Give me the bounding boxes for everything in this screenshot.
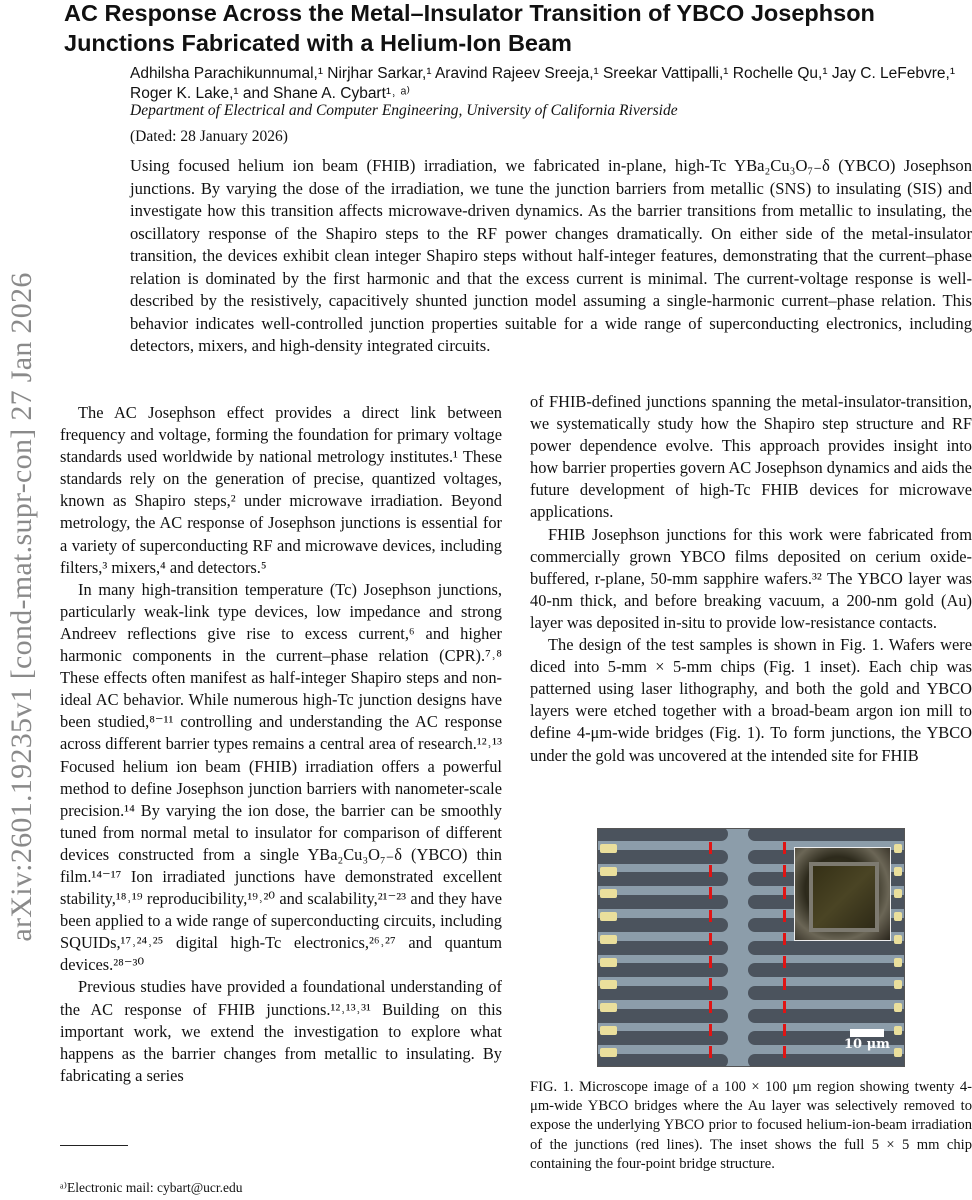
junction-line — [709, 1001, 712, 1013]
gold-pad — [600, 935, 617, 944]
gold-pad — [600, 889, 617, 898]
junction-line — [783, 978, 786, 990]
gold-pad — [894, 889, 902, 898]
junction-line — [783, 933, 786, 945]
gold-pad — [600, 912, 617, 921]
right-column — [530, 391, 972, 767]
paragraph: FHIB Josephson junctions for this work were fabricated from commercially grown YBCO films deposited on cerium oxide-buffered, r-plane, 50-mm sapphire wafers.³² The YBCO layer was 40-nm thick, and before breaking vacuum, a 200-nm gold (Au) layer was deposited in-situ to provide low-resistance contacts. — [530, 524, 972, 632]
electrode-bar — [748, 986, 905, 1000]
junction-line — [783, 910, 786, 922]
scale-bar — [850, 1029, 884, 1037]
electrode-bar — [748, 1054, 905, 1067]
affiliation: Department of Electrical and Computer Engineering, University of California Riverside — [130, 102, 678, 119]
junction-line — [709, 933, 712, 945]
gold-pad — [894, 1048, 902, 1057]
junction-line — [709, 842, 712, 854]
electrode-bar — [748, 828, 905, 841]
paper-title: AC Response Across the Metal–Insulator Transition of YBCO Josephson Junctions Fabricated with a Helium-Ion Beam — [64, 0, 875, 56]
junction-line — [783, 865, 786, 877]
gold-pad — [894, 1003, 902, 1012]
left-column — [60, 402, 502, 1087]
abstract: Using focused helium ion beam (FHIB) irradiation, we fabricated in-plane, high-Tc YBa₂Cu₃O₇₋δ (YBCO) Josephson junctions. By varying the dose of the irradiation, we tune the junction barriers from metallic (SNS) to insulating (SIS) and investigate how this transition affects microwave-driven dynamics. As the barrier transitions from metallic to insulating, the oscillatory response of the Shapiro steps to the RF power changes dramatically. On either side of the metal-insulator transition, the devices exhibit clean integer Shapiro steps without half-integer features, demonstrating that the current–phase relation is dominated by the first harmonic and that the excess current is minimal. The current-voltage response is well-described by the resistively, capacitively shunted junction model assuming a single-harmonic current–phase relation. This behavior indicates well-controlled junction properties suitable for a wide range of superconducting electronics, including detectors, mixers, and high-density integrated circuits. — [130, 156, 972, 355]
junction-line — [709, 887, 712, 899]
electrode-bar — [598, 828, 728, 841]
junction-line — [709, 1024, 712, 1036]
gold-pad — [600, 844, 617, 853]
paragraph: The AC Josephson effect provides a direct link between frequency and voltage, forming the foundation for primary voltage standards used worldwide by national metrology institutes.¹ These standards rely on the generation of precise, quantized voltages, known as Shapiro steps,² under microwave irradiation. Beyond metrology, the AC response of Josephson junctions is essential for a variety of superconducting RF and microwave devices, including filters,³ mixers,⁴ and detectors.⁵ — [60, 403, 502, 577]
junction-line — [709, 865, 712, 877]
junction-line — [783, 956, 786, 968]
electrode-bar — [748, 963, 905, 977]
junction-line — [783, 887, 786, 899]
chip-inset-image — [794, 847, 891, 941]
arxiv-stamp: arXiv:2601.19235v1 [cond-mat.supr-con] 27 Jan 2026 — [5, 272, 38, 942]
paragraph: of FHIB-defined junctions spanning the metal-insulator-transition, we systematically study how the Shapiro step structure and RF power dependence evolve. This approach provides insight into how barrier properties govern AC Josephson dynamics and aids the future development of high-Tc FHIB devices for microwave applications. — [530, 392, 972, 522]
gold-pad — [600, 1026, 617, 1035]
scale-bar-label: 10 μm — [844, 1037, 890, 1052]
paragraph: The design of the test samples is shown in Fig. 1. Wafers were diced into 5-mm × 5-mm chips (Fig. 1 inset). Each chip was patterned using laser lithography, and both the gold and YBCO layers were etched together with a broad-beam argon ion mill to define 4-μm-wide bridges (Fig. 1). To form junctions, the YBCO under the gold was uncovered at the intended site for FHIB — [530, 635, 972, 765]
paragraph: In many high-transition temperature (Tc) Josephson junctions, particularly weak-link type devices, low impedance and strong Andreev reflections give rise to excess current,⁶ and higher harmonic components in the current–phase relation (CPR).⁷˒⁸ These effects often manifest as half-integer Shapiro steps and non-ideal AC behavior. While numerous high-Tc junction designs have been studied,⁸⁻¹¹ controlling and understanding the AC response across different barrier types remains a central area of research.¹²˒¹³ Focused helium ion beam (FHIB) irradiation offers a powerful method to define Josephson junction barriers with nanometer-scale precision.¹⁴ By varying the ion dose, the barrier can be smoothly tuned from normal metal to insulator for comparison of different devices constructed from a single YBa₂Cu₃O₇₋δ (YBCO) thin film.¹⁴⁻¹⁷ Ion irradiated junctions have demonstrated excellent stability,¹⁸˒¹⁹ reproducibility,¹⁹˒²⁰ and scalability,²¹⁻²³ and they have been applied to a wide range of superconducting circuits, including SQUIDs,¹⁷˒²⁴˒²⁵ digital high-Tc electronics,²⁶˒²⁷ and quantum devices.²⁸⁻³⁰ — [60, 579, 502, 975]
electrode-bar — [748, 941, 905, 955]
gold-pad — [894, 980, 902, 989]
authors: Adhilsha Parachikunnumal,¹ Nirjhar Sarkar,¹ Aravind Rajeev Sreeja,¹ Sreekar Vattipalli,¹ Rochelle Qu,¹ Jay C. LeFebvre,¹ Roger K. Lake,¹ and Shane A. Cybart¹˒ ᵃ⁾ — [130, 65, 956, 102]
footnote-rule — [60, 1145, 128, 1146]
junction-line — [709, 956, 712, 968]
gold-pad — [600, 1048, 617, 1057]
junction-line — [783, 1001, 786, 1013]
paragraph: Previous studies have provided a foundational understanding of the AC response of FHIB junctions.¹²˒¹³˒³¹ Building on this important work, we extend the investigation to explore what happens as the barrier changes from metallic to insulating. By fabricating a series — [60, 977, 502, 1085]
junction-line — [783, 1024, 786, 1036]
gold-pad — [894, 844, 902, 853]
gold-pad — [894, 867, 902, 876]
junction-line — [783, 842, 786, 854]
gold-pad — [894, 935, 902, 944]
gold-pad — [894, 1026, 902, 1035]
gold-pad — [894, 958, 902, 967]
figure-caption: FIG. 1. Microscope image of a 100 × 100 μm region showing twenty 4-μm-wide YBCO bridges where the Au layer was selectively removed to expose the underlying YBCO prior to focused helium-ion-beam irradiation of the junctions (red lines). The inset shows the full 5 × 5 mm chip containing the four-point bridge structure. — [530, 1079, 972, 1172]
gold-pad — [600, 1003, 617, 1012]
gold-pad — [600, 980, 617, 989]
gold-pad — [600, 867, 617, 876]
junction-line — [783, 1046, 786, 1058]
junction-line — [709, 910, 712, 922]
gold-pad — [600, 958, 617, 967]
electrode-bar — [748, 1009, 905, 1023]
footnote: ᵃ⁾Electronic mail: cybart@ucr.edu — [60, 1180, 243, 1195]
junction-line — [709, 1046, 712, 1058]
junction-line — [709, 978, 712, 990]
figure-1-micrograph — [597, 828, 905, 1067]
date: (Dated: 28 January 2026) — [130, 128, 288, 145]
gold-pad — [894, 912, 902, 921]
